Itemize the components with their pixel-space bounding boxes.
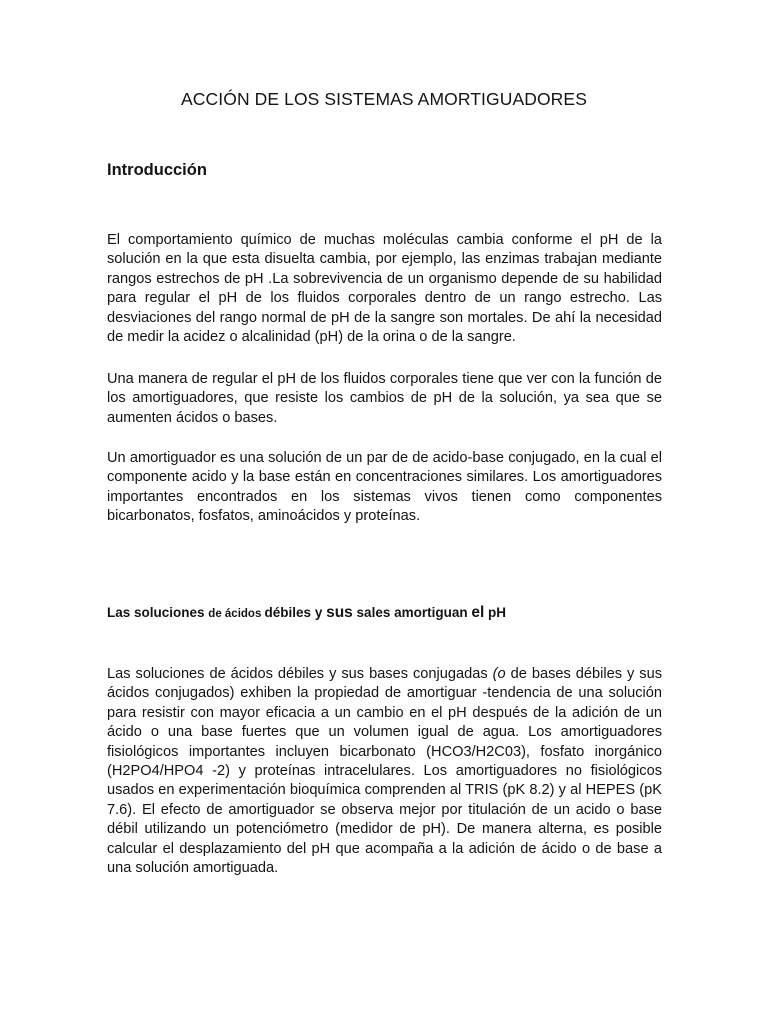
section-heading-part: el bbox=[471, 604, 485, 621]
paragraph-2: Una manera de regular el pH de los fluidos corporales tiene que ver con la función de los amortiguadores, que resiste los cambios de pH de la solución, ya sea que se aumenten ácidos o bases. bbox=[107, 371, 662, 426]
section-heading-part: Las soluciones bbox=[107, 605, 209, 620]
section-heading-part: de ácidos bbox=[208, 608, 265, 620]
paragraph-4-text: Las soluciones de ácidos débiles y sus bases conjugadas bbox=[107, 666, 493, 682]
section-heading-part: pH bbox=[484, 605, 507, 620]
paragraph-4-italic: (o bbox=[492, 666, 506, 682]
paragraph-4 bbox=[107, 665, 662, 878]
paragraph-3: Un amortiguador es una solución de un par de de acido-base conjugado, en la cual el componente acido y la base están en concentraciones similares. Los amortiguadores importantes encontrados en los sistemas vivos tienen como componentes bicarbonatos, fosfatos, aminoácidos y proteínas. bbox=[107, 450, 662, 525]
section-heading bbox=[107, 604, 506, 622]
section-heading-part: débiles y bbox=[264, 605, 327, 620]
page-title: ACCIÓN DE LOS SISTEMAS AMORTIGUADORES bbox=[181, 89, 587, 109]
paragraph-4-text: de bases débiles y sus ácidos conjugados) exhiben la propiedad de amortiguar -tendencia de una solución para resistir con mayor eficacia a un cambio en el pH después de la adición de un ácido o una base fuertes que un volumen igual de agua. Los amortiguadores fisiológicos importantes incluyen bicarbonato (HCO3/H2C03), fosfato inorgánico (H2PO4/HPO4 -2) y proteínas intracelulares. Los amortiguadores no fisiológicos usados en experimentación bioquímica comprenden al TRIS (pK 8.2) y al HEPES (pK 7.6). El efecto de amortiguador se observa mejor por titulación de un acido o base débil utilizando un potenciómetro (medidor de pH). De manera alterna, es posible calcular el desplazamiento del pH que acompaña a la adición de ácido o de base a una solución amortiguada. bbox=[107, 666, 662, 877]
section-heading-part: sus bbox=[326, 604, 353, 621]
section-heading-part: sales amortiguan bbox=[352, 605, 472, 620]
paragraph-1: El comportamiento químico de muchas moléculas cambia conforme el pH de la solución en la que esta disuelta cambia, por ejemplo, las enzimas trabajan mediante rangos estrechos de pH .La sobrevivencia de un organismo depende de su habilidad para regular el pH de los fluidos corporales dentro de un rango estrecho. Las desviaciones del rango normal de pH de la sangre son mortales. De ahí la necesidad de medir la acidez o alcalinidad (pH) de la orina o de la sangre. bbox=[107, 232, 662, 346]
introduction-heading: Introducción bbox=[107, 161, 207, 179]
